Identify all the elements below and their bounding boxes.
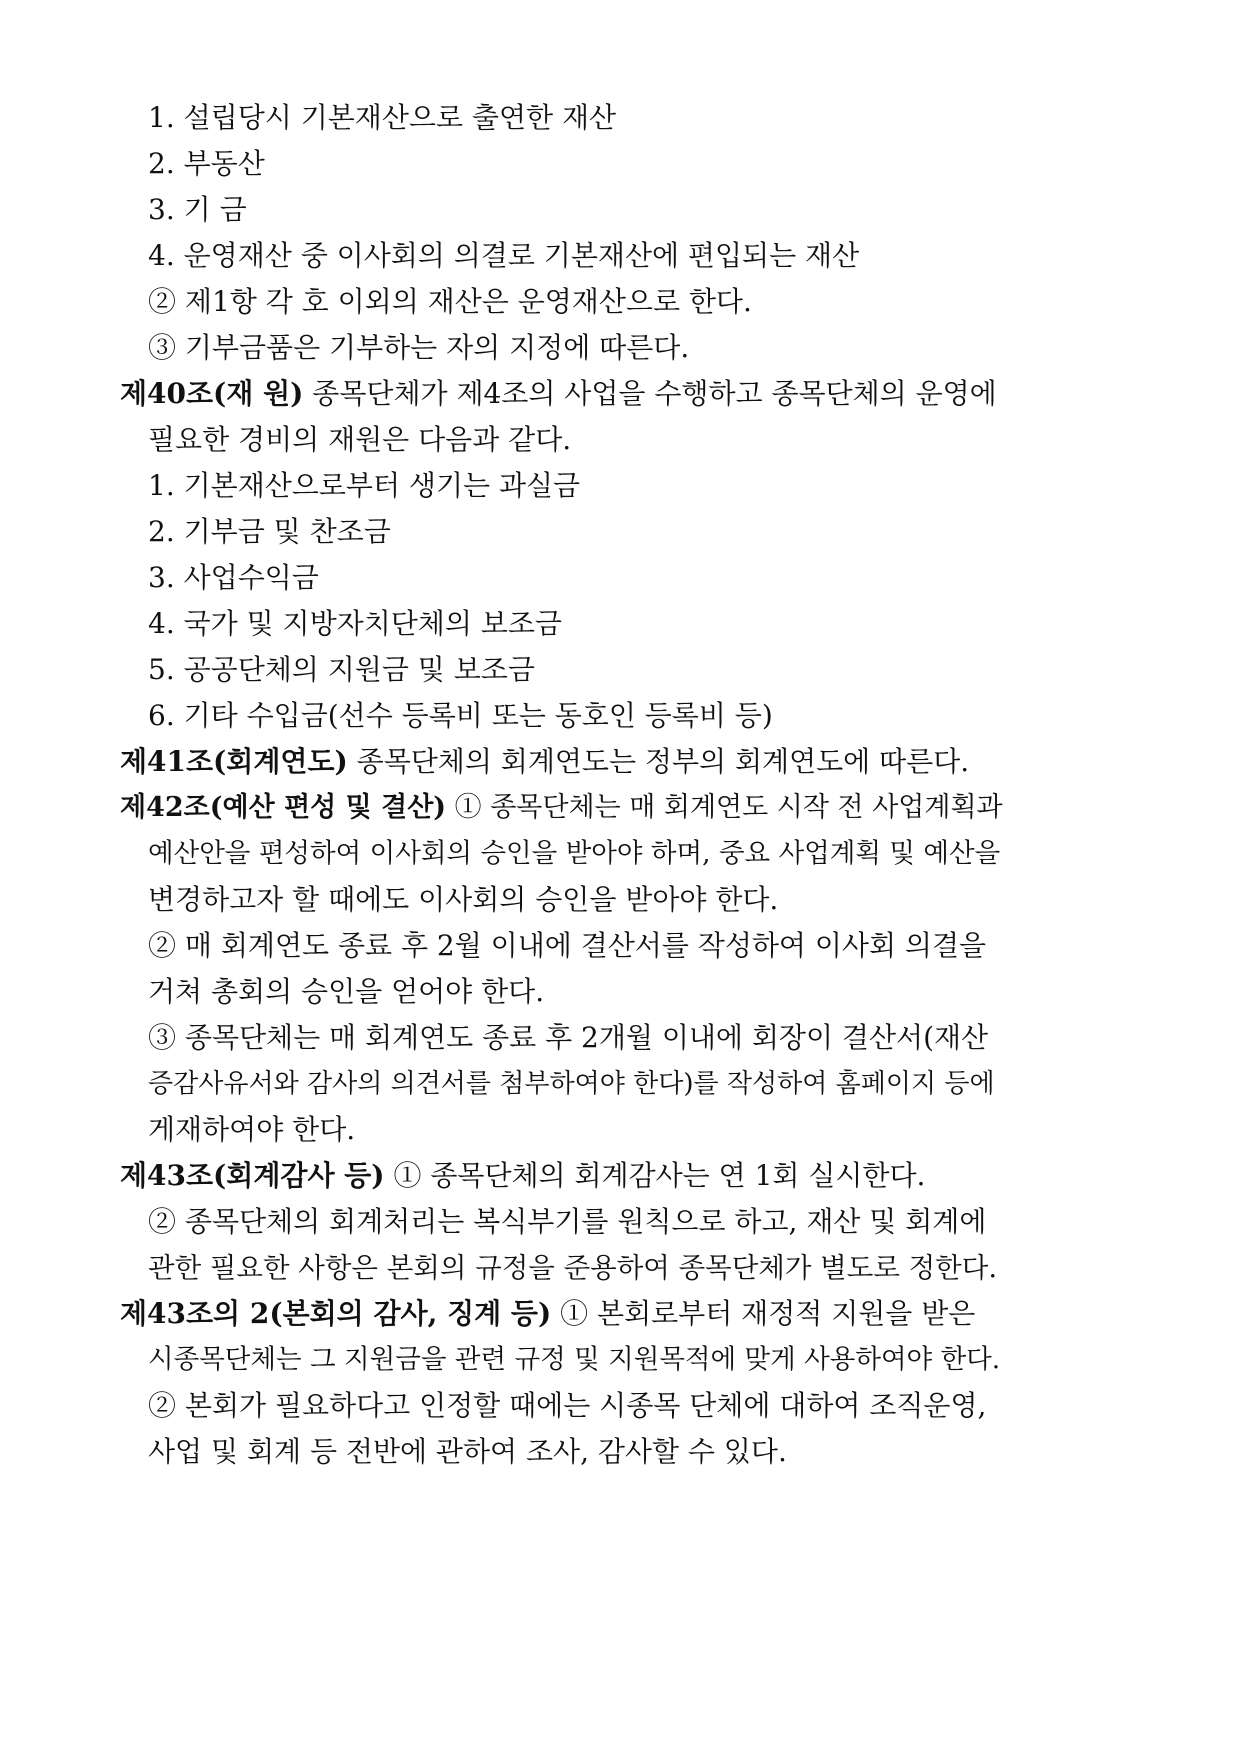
article-text: ① 본회로부터 재정적 지원을 받은 [551,1297,976,1330]
article-heading: 제40조(재 원) [120,377,304,410]
paragraph: ② 본회가 필요하다고 인정할 때에는 시종목 단체에 대하여 조직운영, [148,1389,987,1422]
list-item: 1. 설립당시 기본재산으로 출연한 재산 [148,101,617,134]
article-heading: 제43조(회계감사 등) [120,1159,385,1192]
list-item: 2. 기부금 및 찬조금 [148,515,391,548]
list-item: 6. 기타 수입금(선수 등록비 또는 동호인 등록비 등) [148,699,773,732]
paragraph: ② 제1항 각 호 이외의 재산은 운영재산으로 한다. [148,285,752,318]
paragraph: ② 매 회계연도 종료 후 2월 이내에 결산서를 작성하여 이사회 의결을 [148,929,987,962]
paragraph: 거쳐 총회의 승인을 얻어야 한다. [148,975,545,1008]
article-43 [120,1156,925,1196]
paragraph: 시종목단체는 그 지원금을 관련 규정 및 지원목적에 맞게 사용하여야 한다. [148,1344,1001,1375]
list-item: 5. 공공단체의 지원금 및 보조금 [148,653,535,686]
paragraph: 관한 필요한 사항은 본회의 규정을 준용하여 종목단체가 별도로 정한다. [148,1252,998,1284]
article-text: 종목단체가 제4조의 사업을 수행하고 종목단체의 운영에 [303,377,997,410]
paragraph: 게재하여야 한다. [148,1113,356,1146]
list-item: 2. 부동산 [148,147,265,180]
paragraph: 필요한 경비의 재원은 다음과 같다. [148,423,572,456]
list-item: 4. 운영재산 중 이사회의 의결로 기본재산에 편입되는 재산 [148,239,860,272]
paragraph: ② 종목단체의 회계처리는 복식부기를 원칙으로 하고, 재산 및 회계에 [148,1205,987,1238]
paragraph: 변경하고자 할 때에도 이사회의 승인을 받아야 한다. [148,883,779,916]
article-40 [120,374,997,414]
article-43-2 [120,1294,975,1334]
article-text: ① 종목단체의 회계감사는 연 1회 실시한다. [384,1159,926,1192]
paragraph: 예산안을 편성하여 이사회의 승인을 받아야 하며, 중요 사업계획 및 예산을 [148,838,1001,869]
list-item: 3. 사업수익금 [148,561,319,594]
list-item: 4. 국가 및 지방자치단체의 보조금 [148,607,562,640]
article-heading: 제41조(회계연도) [120,745,348,778]
article-42 [120,788,1003,828]
paragraph: ③ 기부금품은 기부하는 자의 지정에 따른다. [148,331,690,364]
article-text: ① 종목단체는 매 회계연도 시작 전 사업계획과 [446,792,1003,823]
article-41 [120,742,969,782]
paragraph: ③ 종목단체는 매 회계연도 종료 후 2개월 이내에 회장이 결산서(재산 [148,1021,989,1054]
list-item: 3. 기 금 [148,193,247,226]
list-item: 1. 기본재산으로부터 생기는 과실금 [148,469,581,502]
article-heading: 제42조(예산 편성 및 결산) [120,792,447,823]
paragraph: 사업 및 회계 등 전반에 관하여 조사, 감사할 수 있다. [148,1435,787,1468]
article-heading: 제43조의 2(본회의 감사, 징계 등) [120,1297,552,1330]
article-text: 종목단체의 회계연도는 정부의 회계연도에 따른다. [347,745,970,778]
paragraph: 증감사유서와 감사의 의견서를 첨부하여야 한다)를 작성하여 홈페이지 등에 [148,1069,995,1099]
